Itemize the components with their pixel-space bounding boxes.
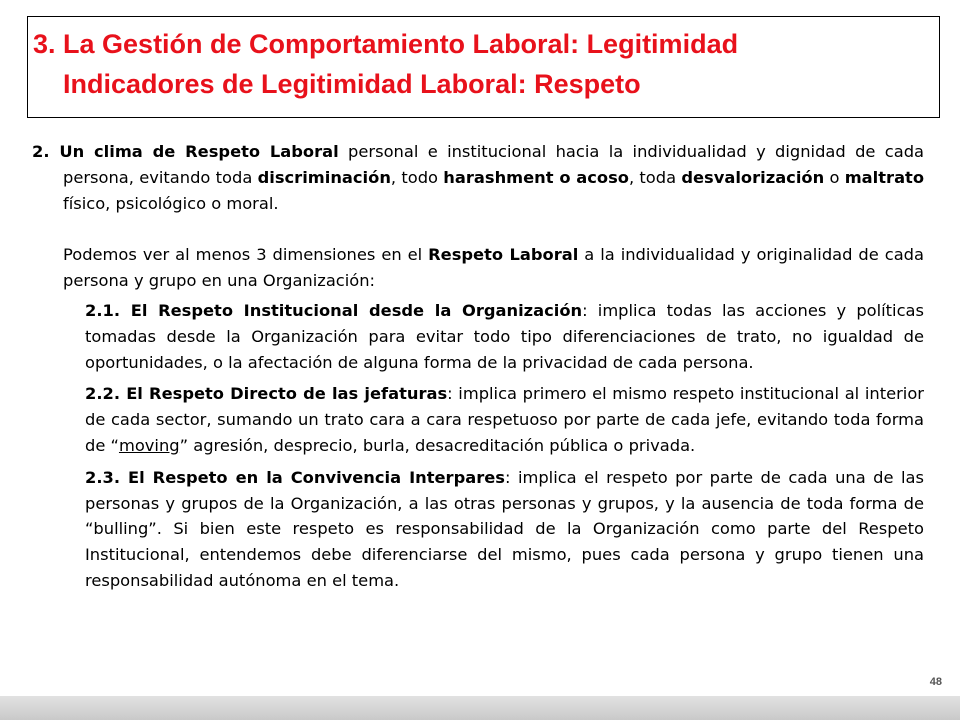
- dimension-text: : implica todas las acciones y políticas tomadas desde la Organización para evitar todo tipo diferenciaciones de trato, no igualdad de oportunidades, o la afectación de alguna forma de la privacidad de cada persona.: [85, 300, 924, 372]
- dimensions-text: a la individualidad y originalidad de cada persona y grupo en una Organización:: [63, 245, 924, 291]
- point-2-term-discriminacion: discriminación: [257, 167, 391, 187]
- dimensions-list: [32, 298, 924, 594]
- point-2-text: físico, psicológico o moral.: [63, 193, 279, 213]
- point-2-term-maltrato: maltrato: [844, 167, 925, 187]
- slide-content: [32, 139, 924, 594]
- point-2-text: personal e institucional hacia la individualidad y dignidad de cada persona, evitando toda: [63, 142, 925, 187]
- point-2-term-harashment: harashment o acoso: [443, 167, 629, 187]
- underlined-term-moving: moving: [118, 435, 180, 455]
- dimension-item-2-1: [85, 298, 924, 375]
- point-2-heading: Un clima de Respeto Laboral: [59, 142, 339, 161]
- dimension-heading: 2.3. El Respeto en la Convivencia Interpares: [85, 467, 505, 487]
- slide-title-line1: 3. La Gestión de Comportamiento Laboral: Legitimidad: [33, 29, 739, 59]
- dimension-item-2-2: [85, 381, 924, 458]
- dimension-text: ” agresión, desprecio, burla, desacreditación pública o privada.: [179, 435, 696, 455]
- dimension-item-2-3: [85, 465, 924, 594]
- slide-title-line2: Indicadores de Legitimidad Laboral: Respeto: [63, 69, 641, 99]
- dimension-heading: 2.2. El Respeto Directo de las jefaturas: [85, 384, 448, 404]
- dimension-text: : implica el respeto por parte de cada una de las personas y grupos de la Organización, a las otras personas y grupos, y la ausencia de toda forma de “bulling”. Si bien este respeto es responsabilidad de la Organización como parte del Respeto Institucional, entendemos debe diferenciarse del mismo, pues cada persona y grupo tienen una responsabilidad autónoma en el tema.: [85, 467, 924, 590]
- point-2-text: , todo: [390, 167, 444, 187]
- dimension-text: : implica primero el mismo respeto institucional al interior de cada sector, sumando un trato cara a cara respetuoso por parte de cada jefe, evitando toda forma de “: [85, 384, 924, 455]
- dimension-heading: 2.1. El Respeto Institucional desde la Organización: [85, 300, 583, 320]
- dimensions-term: Respeto Laboral: [428, 245, 579, 265]
- page-number: 48: [929, 676, 942, 688]
- point-2-text: , toda: [628, 167, 682, 187]
- dimensions-text: Podemos ver al menos 3 dimensiones en el: [63, 245, 429, 265]
- point-2-term-desvalorizacion: desvalorización: [681, 167, 825, 187]
- point-2-paragraph: [32, 139, 924, 216]
- footer-bar: [0, 696, 960, 720]
- point-2-number: 2.: [32, 142, 60, 161]
- title-box: [27, 16, 940, 118]
- point-2-text: o: [824, 167, 845, 187]
- dimensions-paragraph: [32, 242, 924, 294]
